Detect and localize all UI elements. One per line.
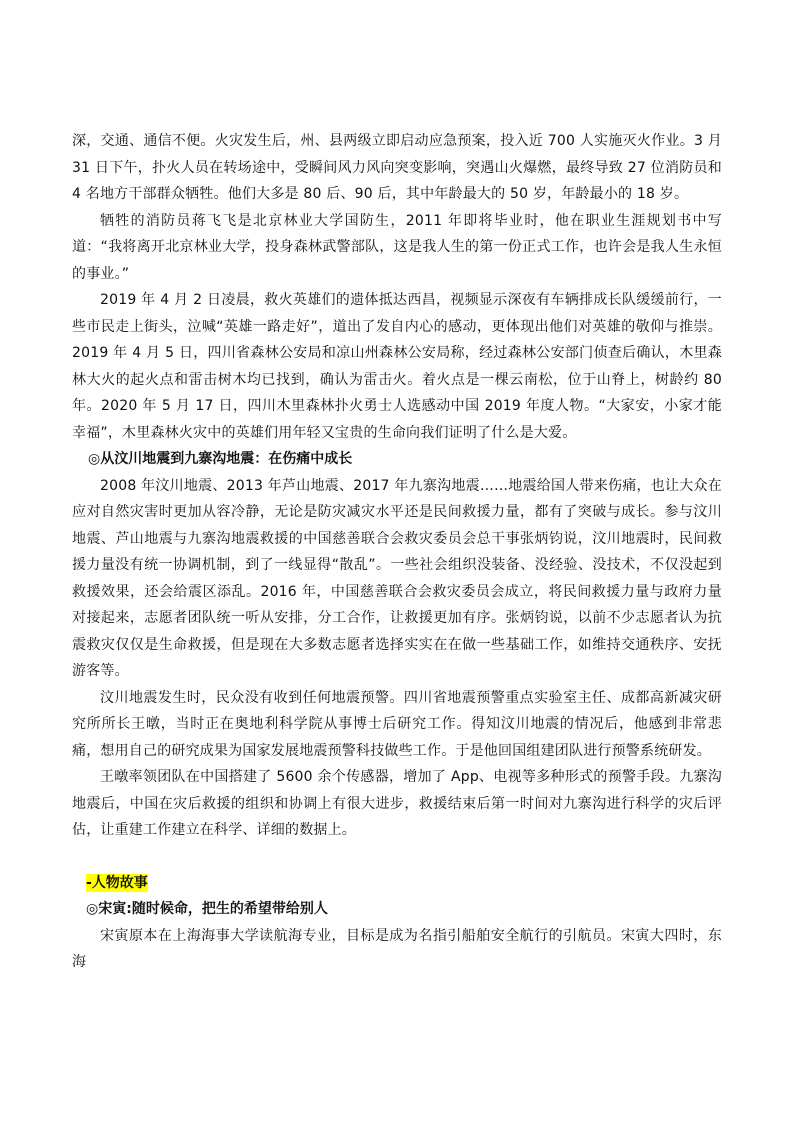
spacer (72, 844, 722, 870)
paragraph: 宋寅原本在上海海事大学读航海专业，目标是成为名指引船舶安全航行的引航员。宋寅大四时，东海 (72, 927, 722, 970)
paragraph: 王暾率领团队在中国搭建了 5600 余个传感器，增加了 App、电视等多种形式的预警手段。九寨沟地震后，中国在灾后救援的组织和协调上有很大进步，救援结束后第一时间对九寨沟进行科学的灾后评估，让重建工作建立在科学、详细的数据上。 (72, 769, 722, 838)
section-heading: ◎从汶川地震到九寨沟地震：在伤痛中成长 (88, 451, 353, 467)
paragraph: 2019 年 4 月 2 日凌晨，救火英雄们的遗体抵达西昌，视频显示深夜有车辆排成长队缓缓前行，一些市民走上街头，泣喊“英雄一路走好”，道出了发自内心的感动，更体现出他们对英雄的敬仰与推崇。2019 年 4 月 5 日，四川省森林公安局和凉山州森林公安局称，经过森林公安部门侦查后确认，木里森林大火的起火点和雷击树木均已找到，确认为雷击火。着火点是一棵云南松，位于山脊上，树龄约 80 年。2020 年 5 月 17 日，四川木里森林扑火勇士人选感动中国 2019 年度人物。“大家安，小家才能幸福”，木里森林火灾中的英雄们用年轻又宝贵的生命向我们证明了什么是大爱。 (72, 292, 722, 441)
paragraph: 汶川地震发生时，民众没有收到任何地震预警。四川省地震预警重点实验室主任、成都高新减灾研究所所长王暾，当时正在奥地利科学院从事博士后研究工作。得知汶川地震的情况后，他感到非常悲痛，想用自己的研究成果为国家发展地震预警科技做些工作。于是他回国组建团队进行预警系统研发。 (72, 689, 722, 759)
section-tag: -人物故事 (86, 874, 148, 891)
section-heading: ◎宋寅:随时候命，把生的希望带给别人 (86, 901, 328, 917)
paragraph: 牺牲的消防员蒋飞飞是北京林业大学国防生，2011 年即将毕业时，他在职业生涯规划书中写道：“我将离开北京林业大学，投身森林武警部队，这是我人生的第一份正式工作，也许会是我人生永恒的事业。” (72, 212, 722, 282)
section-tag-line (72, 870, 722, 897)
paragraph: 2008 年汶川地震、2013 年芦山地震、2017 年九寨沟地震……地震给国人带来伤痛，也让大众在应对自然灾害时更加从容冷静，无论是防灾减灾水平还是民间救援力量，都有了突破与成长。参与汶川地震、芦山地震与九寨沟地震救援的中国慈善联合会救灾委员会总干事张炳钧说，汶川地震时，民间救援力量没有统一协调机制，到了一线显得“散乱”。一些社会组织没装备、没经验、没技术，不仅没起到救援效果，还会给震区添乱。2016 年，中国慈善联合会救灾委员会成立，将民间救援力量与政府力量对接起来，志愿者团队统一听从安排，分工合作，让救援更加有序。张炳钧说，以前不少志愿者认为抗震救灾仅仅是生命救援，但是现在大多数志愿者选择实实在在做一些基础工作，如维持交通秩序、安抚游客等。 (72, 477, 722, 679)
paragraph: 深，交通、通信不便。火灾发生后，州、县两级立即启动应急预案，投入近 700 人实施灭火作业。3 月 31 日下午，扑火人员在转场途中，受瞬间风力风向突变影响，突遇山火爆燃，最终导致 27 位消防员和 4 名地方干部群众牺牲。他们大多是 80 后、90 后，其中年龄最大的 50 岁，年龄最小的 18 岁。 (72, 133, 722, 202)
